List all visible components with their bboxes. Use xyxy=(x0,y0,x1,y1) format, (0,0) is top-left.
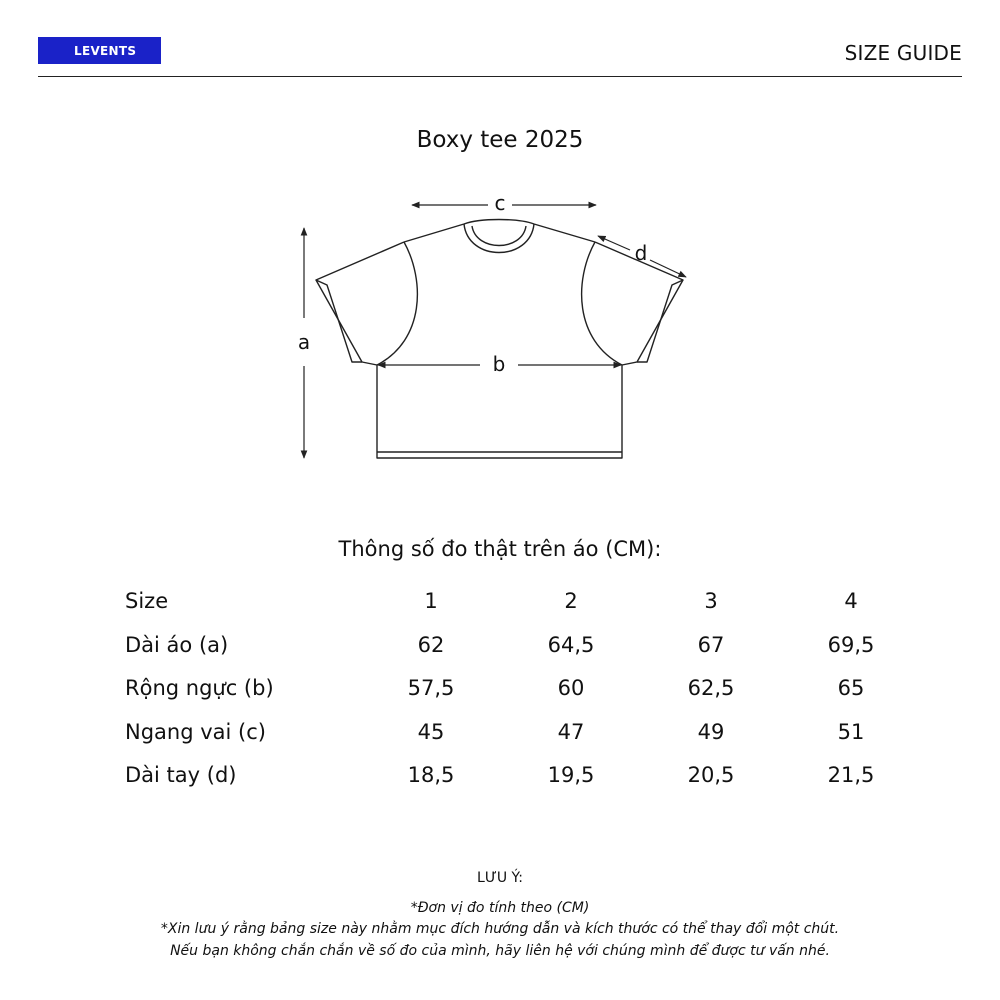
note-line: *Xin lưu ý rằng bảng size này nhằm mục đích hướng dẫn và kích thước có thể thay đổi một chút. xyxy=(160,921,840,937)
table-cell: 65 xyxy=(837,676,865,700)
label-b: b xyxy=(492,352,506,376)
tee-collar-inner xyxy=(472,226,526,246)
row-label: Dài áo (a) xyxy=(125,632,229,657)
table-cell: 45 xyxy=(417,719,445,744)
table-cell: 21,5 xyxy=(827,763,875,787)
header-divider xyxy=(38,76,962,77)
brand-name: LEVENTS xyxy=(74,43,137,58)
table-cell: 62 xyxy=(417,632,445,657)
measurements-title: Thông số đo thật trên áo (CM): xyxy=(338,537,662,561)
label-c: c xyxy=(494,191,506,215)
table-row xyxy=(125,629,925,673)
row-label: Rộng ngực (b) xyxy=(125,676,274,700)
size-table xyxy=(125,585,925,803)
table-cell: 47 xyxy=(557,719,585,744)
header-label: Size xyxy=(125,589,169,613)
tee-left-armhole xyxy=(377,242,417,365)
size-header: 2 xyxy=(564,589,578,613)
tee-diagram xyxy=(290,190,700,470)
tee-collar-outer xyxy=(464,224,534,253)
product-title: Boxy tee 2025 xyxy=(416,127,584,153)
note-line: *Đơn vị đo tính theo (CM) xyxy=(410,900,590,916)
table-cell: 51 xyxy=(837,719,865,744)
tee-shoulder-line xyxy=(404,224,595,242)
note-line: Nếu bạn không chắn chắn về số đo của mình, hãy liên hệ với chúng mình để được tư vấn nhé. xyxy=(170,943,830,959)
tee-left-sleeve xyxy=(316,242,404,365)
table-cell: 69,5 xyxy=(827,632,875,657)
label-a: a xyxy=(297,330,311,354)
size-header: 1 xyxy=(424,589,438,613)
size-header: 4 xyxy=(844,589,858,613)
tee-body-outline xyxy=(377,365,622,458)
table-cell: 49 xyxy=(697,719,725,744)
table-cell: 57,5 xyxy=(407,676,455,700)
tee-right-armhole xyxy=(582,242,622,365)
tee-neck-back xyxy=(464,220,534,225)
table-cell: 64,5 xyxy=(547,632,595,657)
table-cell: 19,5 xyxy=(547,763,595,787)
size-header: 3 xyxy=(704,589,718,613)
table-header-row xyxy=(125,585,925,629)
table-cell: 18,5 xyxy=(407,763,455,787)
table-cell: 62,5 xyxy=(687,676,735,700)
table-cell: 67 xyxy=(697,632,725,657)
measure-d-arrow xyxy=(598,236,630,250)
table-cell: 60 xyxy=(557,676,585,700)
label-d: d xyxy=(634,241,648,265)
page-title: SIZE GUIDE xyxy=(844,41,962,65)
row-label: Dài tay (d) xyxy=(125,763,237,787)
table-row xyxy=(125,672,925,716)
row-label: Ngang vai (c) xyxy=(125,719,266,744)
table-row xyxy=(125,759,925,803)
notes-title: LƯU Ý: xyxy=(477,870,523,886)
table-row xyxy=(125,716,925,760)
table-cell: 20,5 xyxy=(687,763,735,787)
brand-logo xyxy=(38,37,161,64)
